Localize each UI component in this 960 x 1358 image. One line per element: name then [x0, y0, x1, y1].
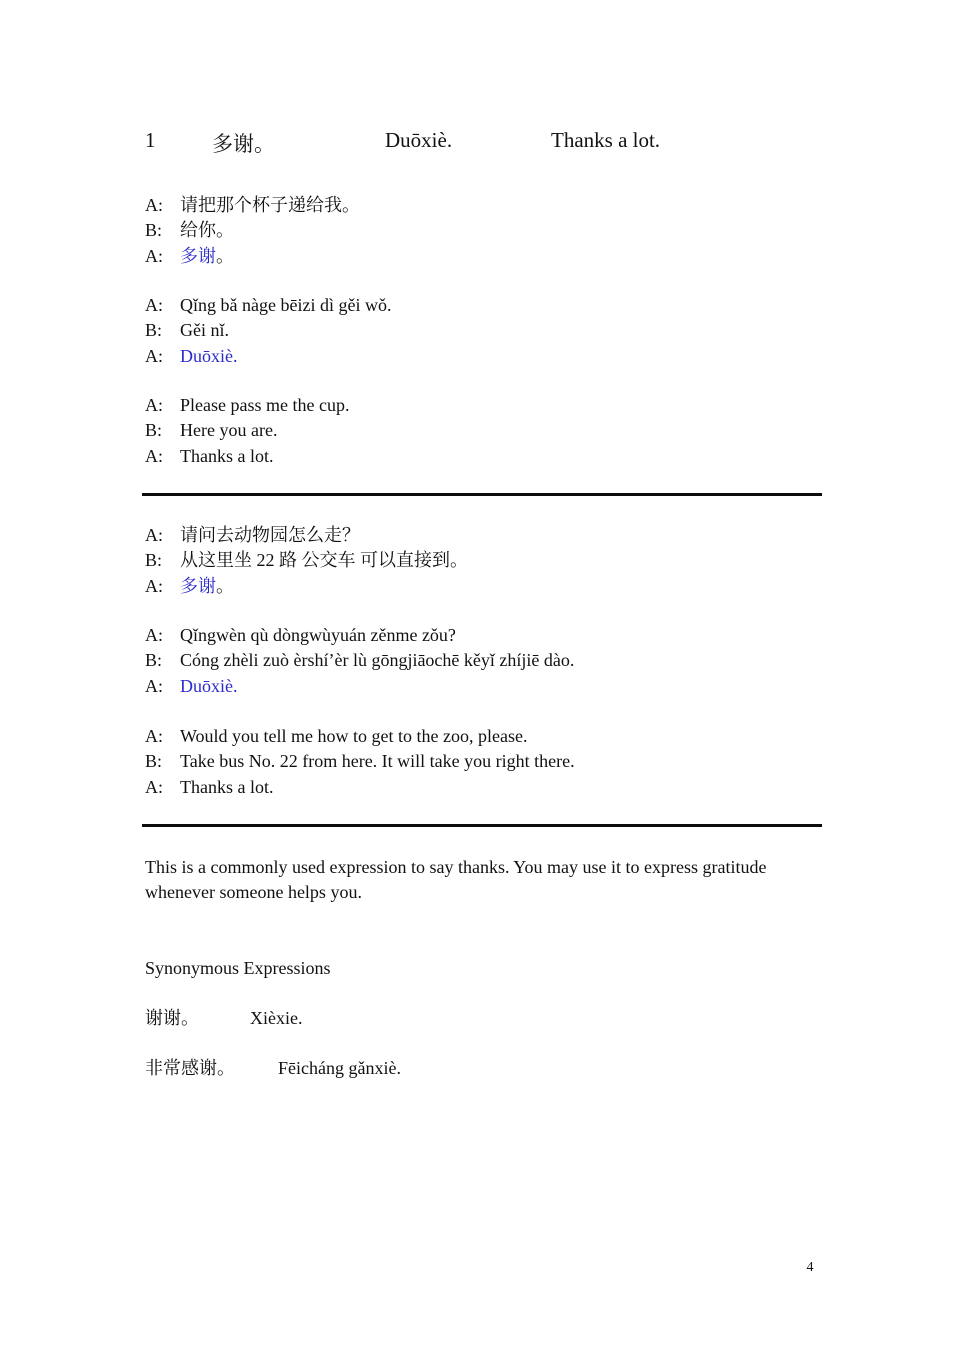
line-text: Qǐng bǎ nàge bēizi dì gěi wǒ.	[180, 295, 392, 315]
line-text: Qǐngwèn qù dòngwùyuán zěnme zǒu?	[180, 625, 456, 645]
dialog-line	[145, 648, 835, 673]
lesson-number: 1	[145, 128, 156, 152]
dialog2-english	[145, 724, 835, 800]
dialog-line	[145, 393, 835, 418]
synonymous-expressions-heading: Synonymous Expressions	[145, 958, 331, 978]
dialog-line	[145, 344, 835, 369]
speaker-label: A:	[145, 525, 163, 545]
speaker-label: B:	[145, 550, 163, 571]
speaker-label: A:	[145, 295, 163, 315]
dialog-line	[145, 318, 835, 343]
dialog-line	[145, 548, 835, 573]
speaker-label: B:	[145, 751, 163, 772]
synonym-hanzi: 谢谢。	[145, 1008, 199, 1028]
dialog1-hanzi	[145, 193, 835, 269]
highlighted-phrase: Duōxiè.	[180, 675, 238, 696]
line-text: Please pass me the cup.	[180, 395, 350, 415]
synonym-pinyin: Fēicháng gǎnxiè.	[278, 1058, 401, 1078]
highlighted-phrase: 多谢	[180, 575, 216, 596]
line-text: Thanks a lot.	[180, 445, 274, 466]
speaker-label: A:	[145, 195, 163, 215]
dialog-line	[145, 749, 835, 774]
speaker-label: B:	[145, 320, 163, 341]
line-text: 。	[216, 245, 234, 266]
speaker-label: A:	[145, 625, 163, 645]
dialog1-english	[145, 393, 835, 469]
line-text: Would you tell me how to get to the zoo, please.	[180, 726, 528, 746]
line-text: Take bus No. 22 from here. It will take you right there.	[180, 751, 575, 772]
speaker-label: A:	[145, 726, 163, 746]
lesson-title-pinyin: Duōxiè.	[385, 128, 453, 152]
section-divider	[142, 493, 822, 496]
lesson-title	[145, 128, 825, 158]
dialog-line	[145, 193, 835, 218]
dialog-line	[145, 775, 835, 800]
dialog-line	[145, 218, 835, 243]
speaker-label: A:	[145, 395, 163, 415]
page-number: 4	[806, 1260, 814, 1275]
dialog-line	[145, 293, 835, 318]
line-text: Cóng zhèli zuò èrshí’èr lù gōngjiāochē kěyǐ zhíjiē dào.	[180, 650, 575, 671]
speaker-label: A:	[145, 345, 163, 366]
line-text: 从这里坐 22 路 公交车 可以直接到。	[180, 550, 468, 571]
speaker-label: A:	[145, 245, 163, 266]
synonym-pinyin: Xièxie.	[250, 1008, 303, 1028]
lesson-title-hanzi: 多谢。	[212, 132, 275, 156]
line-text: Thanks a lot.	[180, 776, 274, 797]
dialog-line	[145, 523, 835, 548]
synonym-hanzi: 非常感谢。	[145, 1058, 235, 1078]
dialog-line	[145, 418, 835, 443]
line-text: Gěi nǐ.	[180, 320, 229, 341]
dialog1-pinyin	[145, 293, 835, 369]
speaker-label: B:	[145, 220, 163, 241]
dialog2-hanzi	[145, 523, 835, 599]
speaker-label: B:	[145, 420, 163, 441]
highlighted-phrase: Duōxiè.	[180, 345, 238, 366]
dialog2-pinyin	[145, 623, 835, 699]
highlighted-phrase: 多谢	[180, 245, 216, 266]
speaker-label: A:	[145, 675, 163, 696]
usage-note: This is a commonly used expression to say thanks. You may use it to express gratitude whenever someone helps you.	[145, 857, 767, 903]
line-text: 请把那个杯子递给我。	[180, 195, 360, 215]
section-divider	[142, 824, 822, 827]
line-text: 给你。	[180, 220, 234, 241]
line-text: Here you are.	[180, 420, 278, 441]
dialog-line	[145, 724, 835, 749]
dialog-line	[145, 623, 835, 648]
dialog-line	[145, 674, 835, 699]
lesson-title-english: Thanks a lot.	[551, 128, 661, 152]
speaker-label: A:	[145, 776, 163, 797]
dialog-line	[145, 444, 835, 469]
speaker-label: A:	[145, 575, 163, 596]
dialog-line	[145, 574, 835, 599]
line-text: 。	[216, 575, 234, 596]
speaker-label: B:	[145, 650, 163, 671]
line-text: 请问去动物园怎么走？	[180, 525, 360, 545]
speaker-label: A:	[145, 445, 163, 466]
dialog-line	[145, 244, 835, 269]
